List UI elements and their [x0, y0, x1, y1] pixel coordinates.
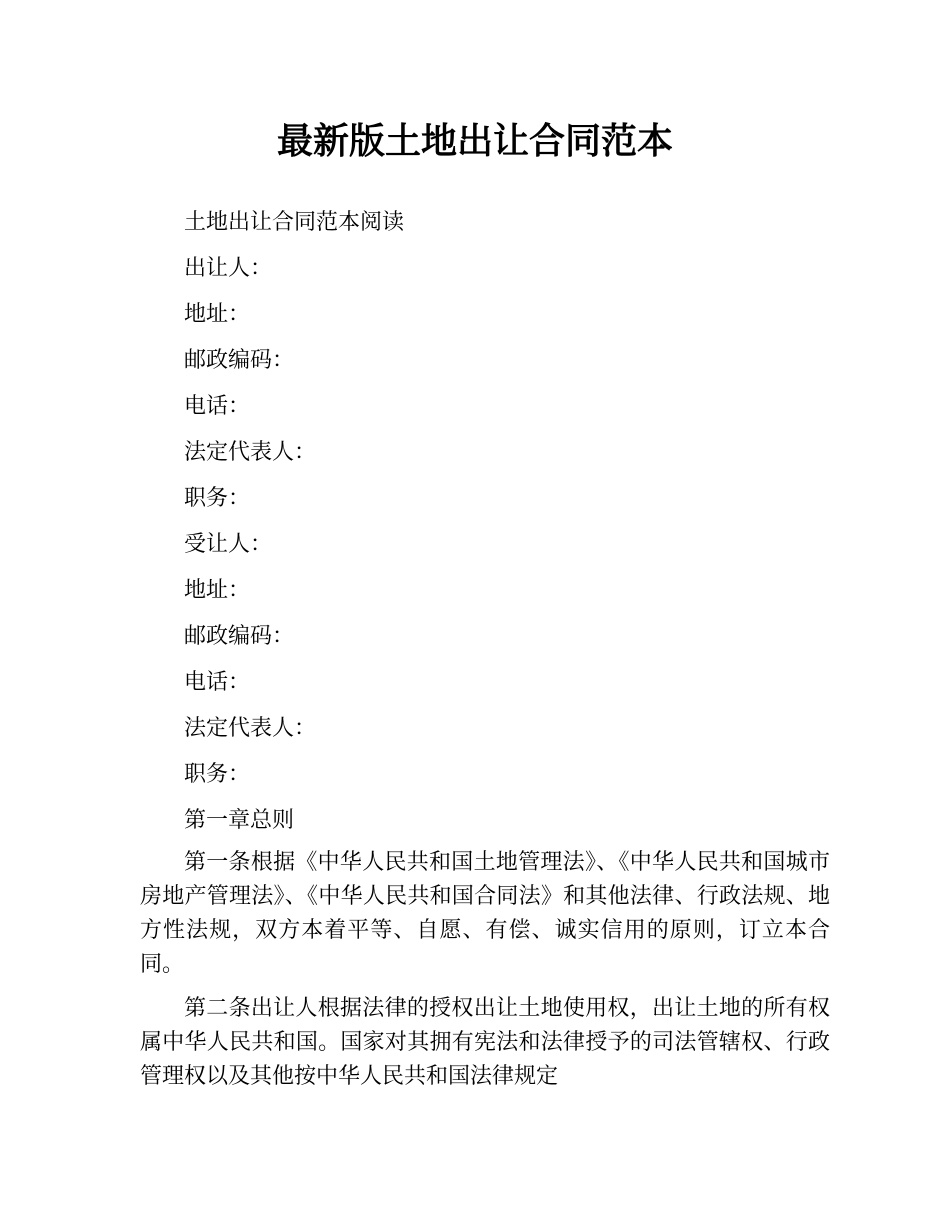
transferor-position-label: 职务： — [184, 486, 251, 511]
transferor-postcode-label: 邮政编码： — [184, 348, 295, 373]
transferee-phone-label: 电话： — [184, 670, 251, 695]
transferor-phone-label: 电话： — [184, 394, 251, 419]
chapter-heading: 第一章总则 — [184, 808, 295, 833]
transferee-address-label: 地址： — [184, 578, 251, 603]
subtitle-line: 土地出让合同范本阅读 — [184, 210, 405, 235]
document-body — [140, 200, 830, 1104]
article-one-paragraph: 第一条根据《中华人民共和国土地管理法》、《中华人民共和国城市房地产管理法》、《中华人民共和国合同法》和其他法律、行政法规、地方性法规，双方本着平等、自愿、有偿、诚实信用的原则，订立本合同。 — [140, 850, 830, 977]
transferee-postcode-label: 邮政编码： — [184, 624, 295, 649]
transferee-label: 受让人： — [184, 532, 273, 557]
document-title: 最新版土地出让合同范本 — [276, 121, 673, 162]
transferee-position-label: 职务： — [184, 762, 251, 787]
transferee-legal-rep-label: 法定代表人： — [184, 716, 317, 741]
article-two-paragraph: 第二条出让人根据法律的授权出让土地使用权，出让土地的所有权属中华人民共和国。国家对其拥有宪法和法律授予的司法管辖权、行政管理权以及其他按中华人民共和国法律规定 — [140, 996, 830, 1089]
transferor-address-label: 地址： — [184, 302, 251, 327]
transferor-label: 出让人： — [184, 256, 273, 281]
transferor-legal-rep-label: 法定代表人： — [184, 440, 317, 465]
